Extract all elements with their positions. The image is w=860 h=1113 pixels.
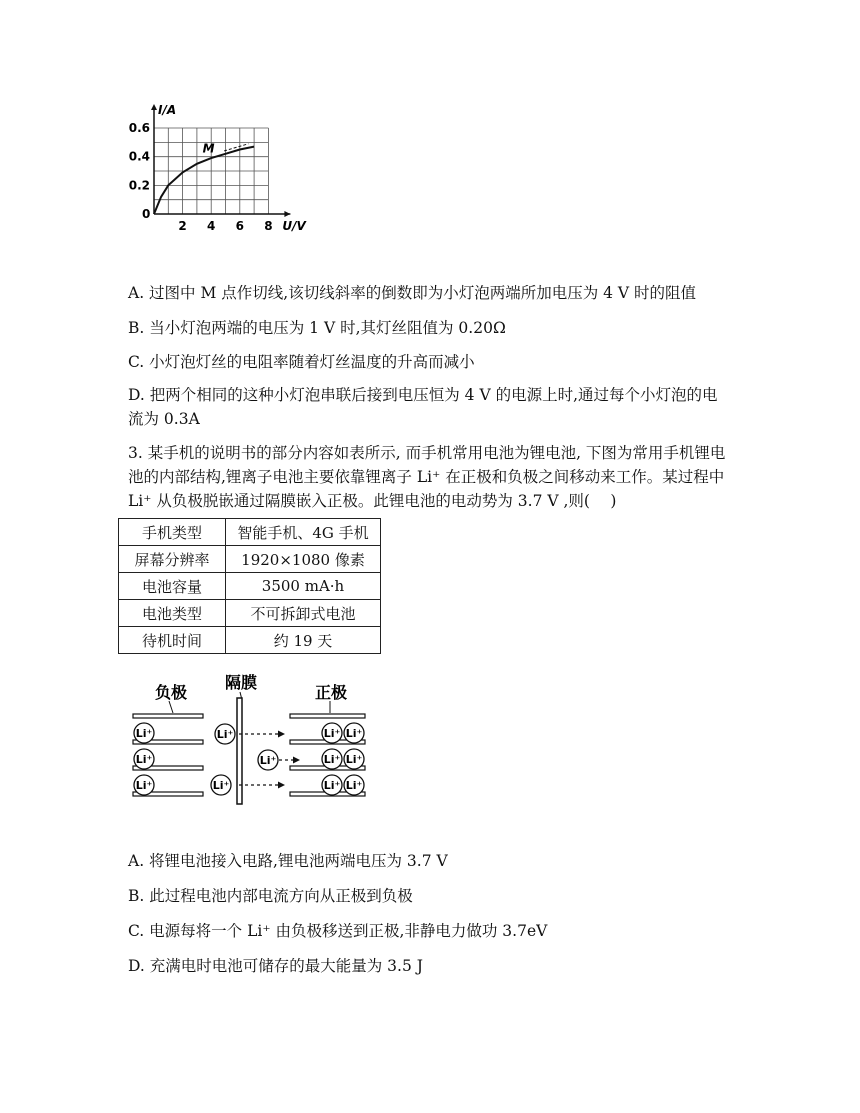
spec-key-cell: 手机类型	[119, 519, 226, 546]
svg-text:Li⁺: Li⁺	[135, 727, 153, 740]
svg-text:Li⁺: Li⁺	[345, 753, 363, 766]
neg-label-leader	[169, 701, 173, 713]
y-axis-label: I/A	[158, 103, 177, 117]
arrow-head	[278, 782, 285, 789]
iu-chart	[120, 100, 320, 235]
option-3d: D. 充满电时电池可储存的最大能量为 3.5 J	[128, 957, 423, 975]
separator-membrane	[237, 698, 242, 804]
svg-text:Li⁺: Li⁺	[323, 779, 341, 792]
x-axis-arrow	[284, 211, 290, 217]
x-tick-label: 2	[178, 219, 187, 233]
y-tick-label: 0.2	[128, 178, 150, 193]
electrode-plate	[290, 714, 365, 718]
x-tick-label: 8	[264, 219, 273, 233]
arrow-head	[293, 757, 300, 764]
y-axis-arrow	[151, 104, 157, 110]
li-ion	[344, 749, 364, 769]
spec-value-cell: 不可拆卸式电池	[226, 600, 381, 627]
li-ion	[134, 749, 154, 769]
option-3a: A. 将锂电池接入电路,锂电池两端电压为 3.7 V	[128, 852, 448, 870]
li-ion	[134, 723, 154, 743]
origin-label: 0	[142, 207, 151, 221]
svg-text:Li⁺: Li⁺	[216, 728, 234, 741]
li-ion	[322, 723, 342, 743]
option-3b: B. 此过程电池内部电流方向从正极到负极	[128, 887, 413, 905]
spec-key-cell: 屏幕分辨率	[119, 546, 226, 573]
svg-text:Li⁺: Li⁺	[345, 779, 363, 792]
electrode-plate	[133, 714, 203, 718]
li-ion	[344, 723, 364, 743]
spec-value-cell: 1920×1080 像素	[226, 546, 381, 573]
svg-text:Li⁺: Li⁺	[212, 779, 230, 792]
li-ion	[344, 775, 364, 795]
option-2b: B. 当小灯泡两端的电压为 1 V 时,其灯丝阻值为 0.20Ω	[128, 319, 506, 337]
option-2c: C. 小灯泡灯丝的电阻率随着灯丝温度的升高而减小	[128, 353, 475, 371]
x-tick-label: 6	[235, 219, 244, 233]
option-2a: A. 过图中 M 点作切线,该切线斜率的倒数即为小灯泡两端所加电压为 4 V 时的阻值	[128, 284, 697, 302]
lithium-ions	[134, 723, 364, 795]
spec-key-cell: 电池容量	[119, 573, 226, 600]
li-ion	[211, 775, 231, 795]
spec-row	[119, 573, 381, 600]
x-axis-label: U/V	[282, 219, 306, 233]
negative-electrode-label: 负极	[155, 683, 188, 702]
spec-key-cell: 电池类型	[119, 600, 226, 627]
spec-row	[119, 627, 381, 654]
option-3c: C. 电源每将一个 Li⁺ 由负极移送到正极,非静电力做功 3.7eV	[128, 922, 548, 940]
spec-key-cell: 待机时间	[119, 627, 226, 654]
x-tick-label: 4	[207, 219, 216, 233]
li-ion	[134, 775, 154, 795]
question-3-stem: 3. 某手机的说明书的部分内容如表所示, 而手机常用电池为锂电池, 下图为常用手机锂电池的内部结构,锂离子电池主要依靠锂离子 Li⁺ 在正极和负极之间移动来工作。某过程中 Li⁺ 从负极脱嵌通过隔膜嵌入正极。此锂电池的电动势为 3.7 V ,则( )	[128, 444, 726, 510]
y-tick-label: 0.6	[128, 121, 150, 136]
spec-row	[119, 519, 381, 546]
option-2d: D. 把两个相同的这种小灯泡串联后接到电压恒为 4 V 的电源上时,通过每个小灯泡的电流为 0.3A	[128, 386, 718, 428]
spec-value-cell: 智能手机、4G 手机	[226, 519, 381, 546]
spec-row	[119, 600, 381, 627]
li-ion	[258, 750, 278, 770]
battery-structure-diagram	[125, 668, 375, 808]
y-tick-label: 0.4	[128, 149, 150, 164]
spec-value-cell: 3500 mA·h	[226, 573, 381, 600]
arrow-head	[278, 731, 285, 738]
separator-label: 隔膜	[225, 673, 258, 692]
spec-row	[119, 546, 381, 573]
svg-text:Li⁺: Li⁺	[345, 727, 363, 740]
positive-electrode-label: 正极	[315, 683, 348, 702]
li-ion	[322, 775, 342, 795]
svg-text:Li⁺: Li⁺	[323, 727, 341, 740]
svg-text:Li⁺: Li⁺	[323, 753, 341, 766]
phone-spec-table	[118, 518, 381, 654]
li-ion	[322, 749, 342, 769]
svg-text:Li⁺: Li⁺	[135, 779, 153, 792]
li-ion	[215, 724, 235, 744]
svg-text:Li⁺: Li⁺	[135, 753, 153, 766]
point-m-label: M	[202, 141, 215, 156]
spec-value-cell: 约 19 天	[226, 627, 381, 654]
svg-text:Li⁺: Li⁺	[259, 754, 277, 767]
